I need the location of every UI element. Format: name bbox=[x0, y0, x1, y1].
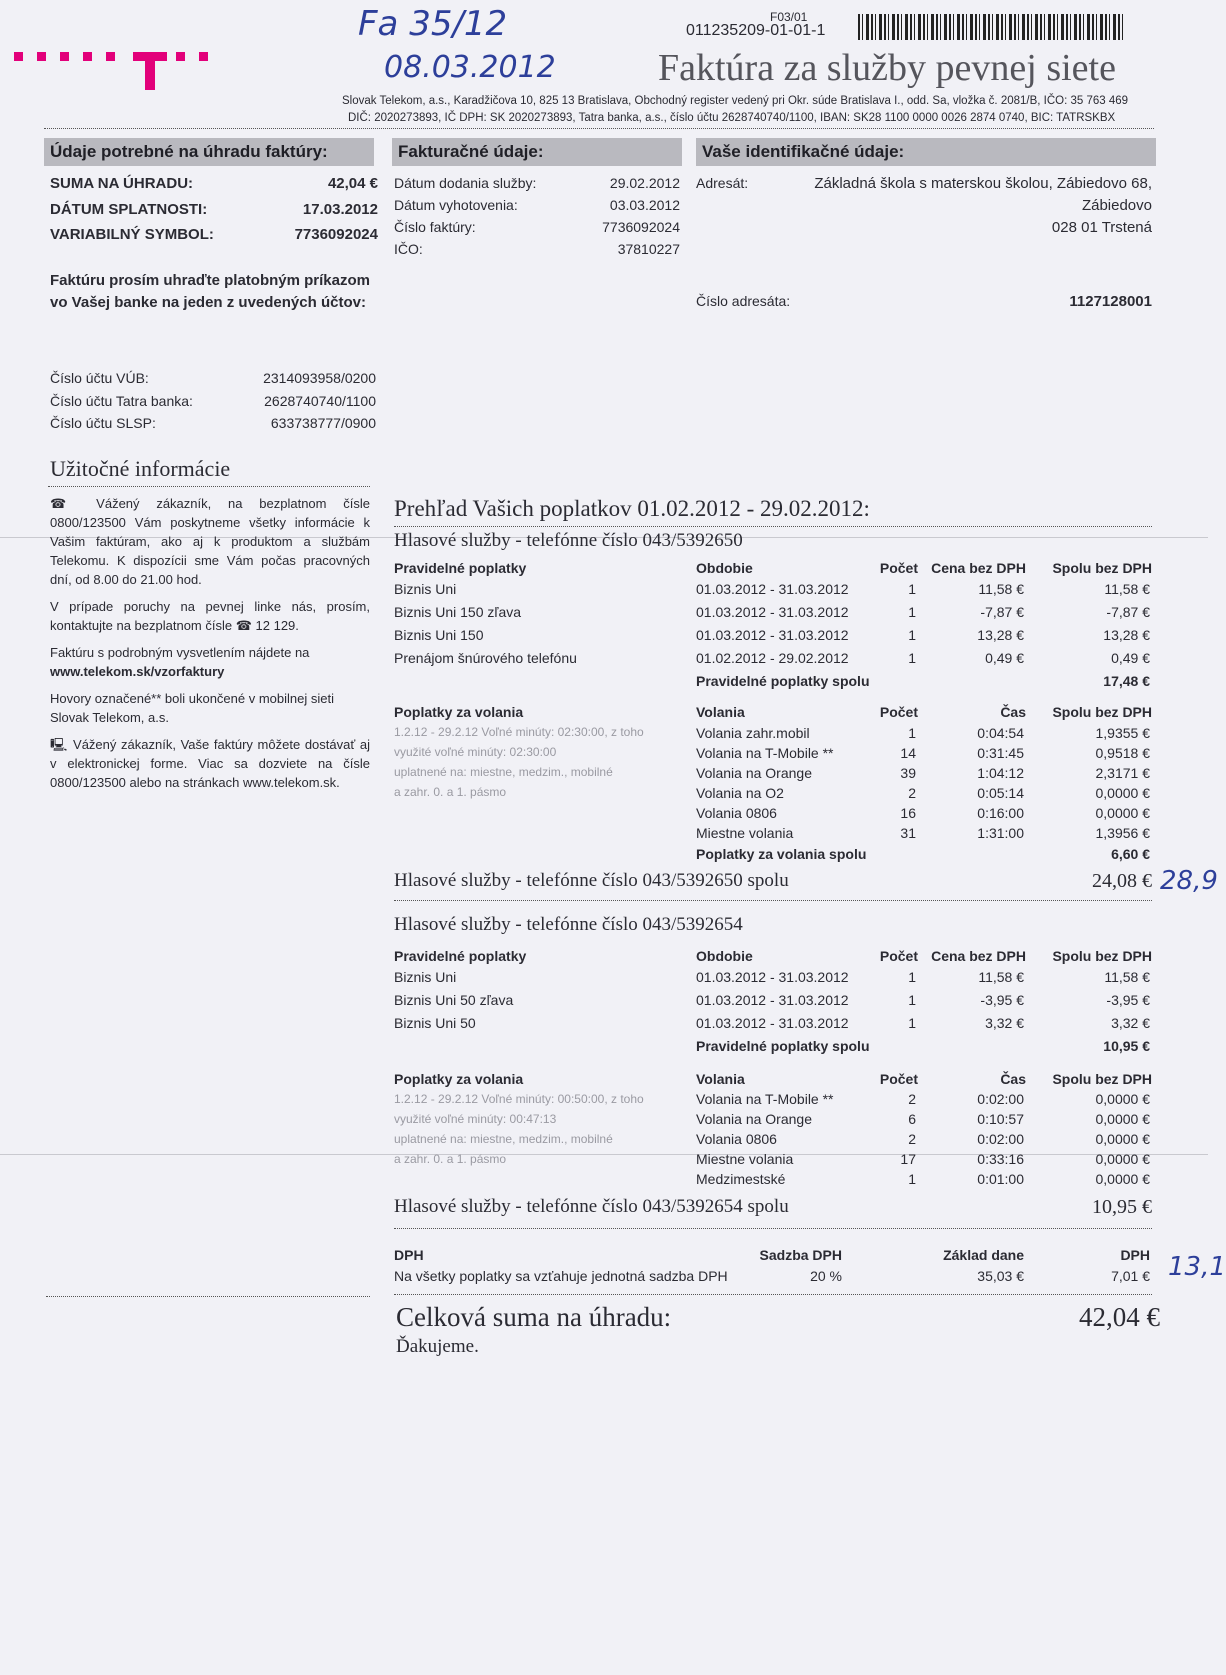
line2-title: Hlasové služby - telefónne číslo 043/5392654 bbox=[394, 914, 743, 935]
free-minutes-note: 1.2.12 - 29.2.12 Voľné minúty: 02:30:00, z toho bbox=[394, 725, 644, 739]
table-cell: 1 bbox=[908, 650, 916, 666]
table-cell: 1 bbox=[908, 725, 916, 741]
table-cell: 11,58 € bbox=[1104, 581, 1150, 597]
payment-instruction: Faktúru prosím uhraďte platobným príkazom vo Vašej banke na jeden z uvedených účtov: bbox=[50, 272, 370, 311]
table-cell: 1:31:00 bbox=[977, 825, 1024, 841]
table-cell: 1 bbox=[908, 627, 916, 643]
table-cell: 0:05:14 bbox=[977, 785, 1024, 801]
table-cell: Počet bbox=[879, 1071, 918, 1087]
table-cell: 1 bbox=[908, 992, 916, 1008]
table-cell: 0:16:00 bbox=[977, 805, 1024, 821]
table-cell: 0:02:00 bbox=[977, 1091, 1024, 1107]
table-cell: 0,0000 € bbox=[1095, 1131, 1150, 1147]
table-cell: 11,58 € bbox=[978, 581, 1024, 597]
table-cell: Volania 0806 bbox=[696, 1131, 777, 1147]
table-cell: Čas bbox=[1000, 1071, 1026, 1087]
table-cell: -3,95 € bbox=[1106, 992, 1150, 1008]
table-cell: 0:10:57 bbox=[977, 1111, 1024, 1127]
table-cell: Medzimestské bbox=[696, 1171, 786, 1187]
free-minutes-note: a zahr. 0. a 1. pásmo bbox=[394, 785, 507, 799]
line1-title: Hlasové služby - telefónne číslo 043/5392650 bbox=[394, 530, 743, 551]
table-cell: 37810227 bbox=[617, 241, 680, 257]
table-cell: Pravidelné poplatky spolu bbox=[696, 1038, 870, 1054]
table-cell: Cena bez DPH bbox=[931, 560, 1026, 576]
line1-total: 24,08 € bbox=[1092, 870, 1152, 892]
addressee-number: 1127128001 bbox=[1069, 293, 1152, 310]
table-cell: VARIABILNÝ SYMBOL: bbox=[50, 226, 214, 243]
handwritten-reference: Fa 35/12 bbox=[358, 4, 508, 44]
table-cell: Volania na O2 bbox=[696, 785, 784, 801]
table-cell: Volania bbox=[696, 704, 745, 720]
table-cell: Volania na Orange bbox=[696, 1111, 812, 1127]
table-cell: 0:31:45 bbox=[977, 745, 1024, 761]
table-cell: 13,28 € bbox=[977, 627, 1024, 643]
barcode bbox=[858, 14, 1126, 40]
table-cell: Obdobie bbox=[696, 948, 753, 964]
free-minutes-note: 1.2.12 - 29.2.12 Voľné minúty: 00:50:00, z toho bbox=[394, 1092, 644, 1106]
table-cell: 01.03.2012 - 31.03.2012 bbox=[696, 604, 849, 620]
table-cell: 0,0000 € bbox=[1095, 1151, 1150, 1167]
table-cell: 028 01 Trstená bbox=[1051, 219, 1152, 236]
table-cell: Prenájom šnúrového telefónu bbox=[394, 650, 577, 666]
table-cell: Poplatky za volania spolu bbox=[696, 846, 867, 862]
table-cell: 0:02:00 bbox=[977, 1131, 1024, 1147]
free-minutes-note: využité voľné minúty: 00:47:13 bbox=[394, 1112, 557, 1126]
overview-title: Prehľad Vašich poplatkov 01.02.2012 - 29.02.2012: bbox=[394, 496, 870, 521]
handwritten-note: 28,9 bbox=[1160, 866, 1218, 896]
table-cell: 11,58 € bbox=[978, 969, 1024, 985]
document-title: Faktúra za služby pevnej siete bbox=[658, 47, 1116, 89]
company-info: Slovak Telekom, a.s., Karadžičova 10, 825 13 Bratislava, Obchodný register vedený pri Okr. súde Bratislava I., odd. Sa, vložka č. 2081/B, IČO: 35 763 469 bbox=[342, 95, 1129, 107]
table-cell: 0,0000 € bbox=[1095, 1091, 1150, 1107]
table-cell: Dátum dodania služby: bbox=[394, 175, 537, 191]
table-cell: Počet bbox=[879, 560, 918, 576]
table-cell: -7,87 € bbox=[1106, 604, 1150, 620]
table-cell: 0,0000 € bbox=[1095, 785, 1150, 801]
table-cell: Biznis Uni bbox=[394, 969, 457, 985]
telekom-logo bbox=[14, 48, 222, 66]
table-cell: DPH bbox=[1120, 1247, 1150, 1263]
table-cell: 0:33:16 bbox=[977, 1151, 1024, 1167]
table-cell: Číslo faktúry: bbox=[394, 219, 476, 235]
table-cell: Na všetky poplatky sa vzťahuje jednotná sadzba DPH bbox=[394, 1268, 728, 1284]
table-cell: 7,01 € bbox=[1111, 1268, 1150, 1284]
table-cell: 0,0000 € bbox=[1095, 1171, 1150, 1187]
handwritten-note: 13,1 bbox=[1168, 1252, 1226, 1282]
thanks: Ďakujeme. bbox=[396, 1336, 479, 1357]
payment-heading: Údaje potrebné na úhradu faktúry: bbox=[44, 138, 374, 166]
table-cell: Cena bez DPH bbox=[931, 948, 1026, 964]
table-cell: Biznis Uni 150 zľava bbox=[394, 604, 522, 620]
table-cell: Číslo účtu VÚB: bbox=[50, 370, 149, 386]
table-cell: 29.02.2012 bbox=[609, 175, 680, 191]
table-cell: Poplatky za volania bbox=[394, 1071, 524, 1087]
identity-heading: Vaše identifikačné údaje: bbox=[696, 138, 1156, 166]
table-cell: 1,3956 € bbox=[1095, 825, 1150, 841]
table-cell: DPH bbox=[394, 1247, 424, 1263]
table-cell: 20 % bbox=[810, 1268, 842, 1284]
table-cell: 6 bbox=[908, 1111, 916, 1127]
table-cell: Dátum vyhotovenia: bbox=[394, 197, 518, 213]
table-cell: 7736092024 bbox=[602, 219, 680, 235]
due-date: 17.03.2012 bbox=[302, 201, 378, 218]
free-minutes-note: a zahr. 0. a 1. pásmo bbox=[394, 1152, 507, 1166]
table-cell: Sadzba DPH bbox=[759, 1247, 842, 1263]
table-cell: 17 bbox=[900, 1151, 916, 1167]
company-info: DIČ: 2020273893, IČ DPH: SK 2020273893, Tatra banka, a.s., číslo účtu 2628740740/1100, IBAN: SK28 1100 0000 0026 2874 0740, BIC: TATRSKBX bbox=[348, 112, 1116, 124]
table-cell: 0,9518 € bbox=[1095, 745, 1150, 761]
info-heading: Užitočné informácie bbox=[50, 456, 231, 481]
table-cell: 35,03 € bbox=[977, 1268, 1024, 1284]
table-cell: Obdobie bbox=[696, 560, 753, 576]
table-cell: Zábiedovo bbox=[1081, 197, 1152, 214]
table-cell: Číslo účtu Tatra banka: bbox=[50, 393, 193, 409]
table-cell: 3,32 € bbox=[1111, 1015, 1150, 1031]
phone-icon: ☎ bbox=[50, 496, 97, 511]
table-cell: Počet bbox=[879, 948, 918, 964]
table-cell: 1:04:12 bbox=[977, 765, 1024, 781]
table-cell: Biznis Uni 50 bbox=[394, 1015, 476, 1031]
table-cell: 0,0000 € bbox=[1095, 805, 1150, 821]
table-cell: 01.03.2012 - 31.03.2012 bbox=[696, 581, 849, 597]
paper-fold bbox=[0, 1154, 1208, 1155]
table-cell: IČO: bbox=[394, 241, 423, 257]
table-cell: Adresát: bbox=[696, 175, 749, 191]
table-cell: 39 bbox=[900, 765, 916, 781]
table-cell: DÁTUM SPLATNOSTI: bbox=[50, 201, 208, 218]
sample-invoice-link[interactable]: www.telekom.sk/vzorfaktury bbox=[50, 664, 225, 679]
table-cell: 01.03.2012 - 31.03.2012 bbox=[696, 1015, 849, 1031]
table-cell: Volania na T-Mobile ** bbox=[696, 745, 834, 761]
table-cell: Volania na Orange bbox=[696, 765, 812, 781]
table-cell: Pravidelné poplatky spolu bbox=[696, 673, 870, 689]
table-cell: 0:04:54 bbox=[977, 725, 1024, 741]
table-cell: Číslo adresáta: bbox=[696, 293, 791, 309]
computer-icon: 🖳 bbox=[50, 737, 74, 752]
table-cell: 2 bbox=[908, 1091, 916, 1107]
table-cell: Čas bbox=[1000, 704, 1026, 720]
table-cell: 14 bbox=[900, 745, 916, 761]
table-cell: 2 bbox=[908, 1131, 916, 1147]
table-cell: Číslo účtu SLSP: bbox=[50, 415, 156, 431]
table-cell: 2 bbox=[908, 785, 916, 801]
free-minutes-note: uplatnené na: miestne, medzim., mobilné bbox=[394, 765, 613, 779]
variable-symbol: 7736092024 bbox=[294, 226, 378, 243]
table-cell: Spolu bez DPH bbox=[1052, 948, 1152, 964]
free-minutes-note: uplatnené na: miestne, medzim., mobilné bbox=[394, 1132, 613, 1146]
document-number: 011235209-01-01-1 bbox=[686, 22, 826, 39]
table-cell: Biznis Uni bbox=[394, 581, 457, 597]
table-cell: -7,87 € bbox=[980, 604, 1024, 620]
info-text: ☎ Vážený zákazník, na bezplatnom čísle 0800/123500 Vám poskytneme všetky informácie k Vašim faktúram, ako aj k produktom a službám Telekomu. K dispozícii sme Vám počas pracovných dní, od 8.00 do 21.00 hod. V prípade poruchy na pevnej linke nás, prosím, kontaktujte na bezplatnom čísle ☎ 12 129. Faktúru s podrobným vysvetlením nájdete na www.telekom.sk/vzorfaktury Hovory označené** boli ukončené v mobilnej sieti Slovak Telekom, a.s. 🖳 Vážený zákazník, Vaše faktúry môžete dostávať aj v elektronickej forme. Viac sa dozviete na čísle 0800/123500 alebo na stránkach www.telekom.sk. bbox=[50, 496, 371, 790]
table-cell: 13,28 € bbox=[1103, 627, 1150, 643]
table-cell: 0,0000 € bbox=[1095, 1111, 1150, 1127]
grand-total-value: 42,04 € bbox=[1079, 1302, 1160, 1332]
table-cell: Spolu bez DPH bbox=[1052, 1071, 1152, 1087]
table-cell: 6,60 € bbox=[1111, 846, 1150, 862]
table-cell: 1 bbox=[908, 1015, 916, 1031]
table-cell: Pravidelné poplatky bbox=[394, 948, 527, 964]
grand-total-label: Celková suma na úhradu: bbox=[396, 1302, 672, 1332]
handwritten-date: 08.03.2012 bbox=[384, 50, 556, 85]
line2-total-label: Hlasové služby - telefónne číslo 043/5392654 spolu bbox=[394, 1196, 789, 1217]
table-cell: Počet bbox=[879, 704, 918, 720]
table-cell: 01.03.2012 - 31.03.2012 bbox=[696, 627, 849, 643]
table-cell: 0:01:00 bbox=[977, 1171, 1024, 1187]
table-cell: 2314093958/0200 bbox=[263, 370, 376, 386]
table-cell: -3,95 € bbox=[980, 992, 1024, 1008]
table-cell: SUMA NA ÚHRADU: bbox=[50, 175, 194, 192]
table-cell: Volania zahr.mobil bbox=[696, 725, 810, 741]
table-cell: 633738777/0900 bbox=[270, 415, 376, 431]
form-code: F03/01 bbox=[770, 10, 808, 24]
table-cell: 0,49 € bbox=[985, 650, 1024, 666]
table-cell: 2628740740/1100 bbox=[264, 393, 376, 409]
line1-total-label: Hlasové služby - telefónne číslo 043/5392650 spolu bbox=[394, 870, 789, 891]
table-cell: Volania 0806 bbox=[696, 805, 777, 821]
table-cell: Miestne volania bbox=[696, 1151, 794, 1167]
table-cell: Základná škola s materskou školou, Zábiedovo 68, bbox=[814, 175, 1152, 192]
table-cell: 1 bbox=[908, 1171, 916, 1187]
table-cell: 01.03.2012 - 31.03.2012 bbox=[696, 992, 849, 1008]
table-cell: Miestne volania bbox=[696, 825, 794, 841]
table-cell: 10,95 € bbox=[1103, 1038, 1150, 1054]
table-cell: 01.03.2012 - 31.03.2012 bbox=[696, 969, 849, 985]
table-cell: Spolu bez DPH bbox=[1052, 704, 1152, 720]
table-cell: Poplatky za volania bbox=[394, 704, 524, 720]
table-cell: 3,32 € bbox=[985, 1015, 1024, 1031]
table-cell: 1 bbox=[908, 969, 916, 985]
table-cell: Biznis Uni 150 bbox=[394, 627, 484, 643]
table-cell: 1 bbox=[908, 581, 916, 597]
table-cell: Biznis Uni 50 zľava bbox=[394, 992, 514, 1008]
table-cell: Volania na T-Mobile ** bbox=[696, 1091, 834, 1107]
table-cell: 1 bbox=[908, 604, 916, 620]
table-cell: 17,48 € bbox=[1103, 673, 1150, 689]
invoice-heading: Fakturačné údaje: bbox=[392, 138, 682, 166]
table-cell: 03.03.2012 bbox=[609, 197, 680, 213]
table-cell: 16 bbox=[900, 805, 916, 821]
table-cell: 11,58 € bbox=[1104, 969, 1150, 985]
sum-value: 42,04 € bbox=[327, 175, 378, 192]
free-minutes-note: využité voľné minúty: 02:30:00 bbox=[394, 745, 557, 759]
table-cell: 01.02.2012 - 29.02.2012 bbox=[696, 650, 849, 666]
table-cell: Spolu bez DPH bbox=[1052, 560, 1152, 576]
table-cell: Volania bbox=[696, 1071, 745, 1087]
table-cell: Pravidelné poplatky bbox=[394, 560, 527, 576]
table-cell: 31 bbox=[900, 825, 916, 841]
table-cell: 0,49 € bbox=[1111, 650, 1150, 666]
table-cell: Základ dane bbox=[943, 1247, 1024, 1263]
line2-total: 10,95 € bbox=[1092, 1196, 1152, 1218]
table-cell: 1,9355 € bbox=[1095, 725, 1150, 741]
table-cell: 2,3171 € bbox=[1095, 765, 1150, 781]
